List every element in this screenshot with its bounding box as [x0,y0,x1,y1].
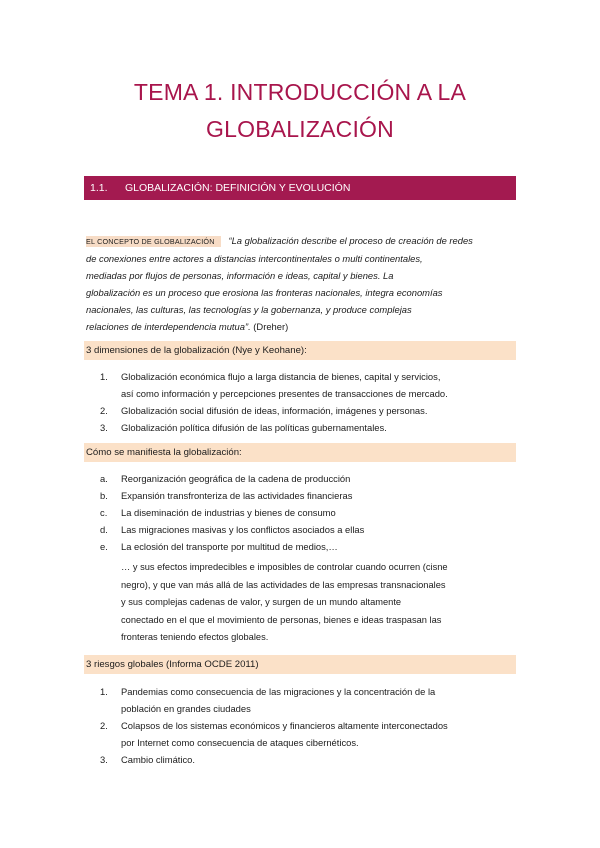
definition-line [86,232,516,250]
list-item-text: Pandemias como consecuencia de las migraciones y la concentración de la [121,686,436,697]
list-marker: 1. [100,371,108,382]
quote-line: … y sus efectos impredecibles e imposibles de controlar cuando ocurren (cisne [121,562,448,572]
page-title [60,74,540,148]
list-marker: b. [100,490,108,501]
list-item [100,717,516,751]
quote-author: (Dreher) [250,321,289,332]
risks-list [100,683,516,768]
list-item-text: Cambio climático. [121,754,195,765]
manifest-header: Cómo se manifiesta la globalización: [84,443,516,462]
risks-header: 3 riesgos globales (Informa OCDE 2011) [84,655,516,674]
list-item [100,470,516,487]
list-marker: 3. [100,754,108,765]
list-item-text: La diseminación de industrias y bienes de consumo [121,507,336,518]
list-marker: 2. [100,720,108,731]
list-marker: 1. [100,686,108,697]
list-item-text: Colapsos de los sistemas económicos y financieros altamente interconectados [121,720,448,731]
manifest-list [100,470,516,555]
list-item [100,504,516,521]
list-item [100,683,516,717]
quote-line: fronteras teniendo efectos globales. [121,632,269,642]
list-item-text: Globalización económica flujo a larga distancia de bienes, capital y servicios, [121,371,441,382]
dimensions-header: 3 dimensiones de la globalización (Nye y Keohane): [84,341,516,360]
definition-line: mediadas por flujos de personas, información e ideas, capital y bienes. La [86,270,394,281]
manifest-quote [121,559,516,647]
title-line-2: GLOBALIZACIÓN [206,116,394,142]
section-label: GLOBALIZACIÓN: DEFINICIÓN Y EVOLUCIÓN [125,182,351,194]
list-item-text: Globalización social difusión de ideas, información, imágenes y personas. [121,405,428,416]
list-marker: e. [100,541,108,552]
list-item-text: La eclosión del transporte por multitud de medios,… [121,541,338,552]
section-heading [84,176,516,200]
list-marker: a. [100,473,108,484]
list-item [100,419,516,436]
list-marker: c. [100,507,108,518]
dimensions-list [100,368,516,436]
list-marker: d. [100,524,108,535]
list-item-text: por Internet como consecuencia de ataques cibernéticos. [121,737,359,748]
quote-text: “La globalización describe el proceso de creación de redes [228,235,473,246]
definition-line: de conexiones entre actores a distancias intercontinentales o multi continentales, [86,253,423,264]
title-line-1: TEMA 1. INTRODUCCIÓN A LA [133,79,467,105]
section-number: 1.1. [90,182,108,194]
list-item-text: así como información y percepciones presentes de transacciones de mercado. [121,388,448,399]
list-item-text: Globalización política difusión de las políticas gubernamentales. [121,422,387,433]
definition-line: globalización es un proceso que erosiona las fronteras nacionales, integra economías [86,287,443,298]
quote-line: negro), y que van más allá de las actividades de las empresas transnacionales [121,579,446,590]
list-item-text: Las migraciones masivas y los conflictos asociados a ellas [121,524,365,535]
list-item-text: Reorganización geográfica de la cadena de producción [121,473,351,484]
list-item-text: población en grandes ciudades [121,703,251,714]
quote-line: conectado en el que el movimiento de personas, bienes e ideas traspasan las [121,614,442,625]
list-item [100,487,516,504]
concept-tag: EL CONCEPTO DE GLOBALIZACIÓN [86,236,221,247]
definition-line: nacionales, las culturas, las tecnologías y la gobernanza, y produce complejas [86,304,412,315]
quote-line: y sus complejas cadenas de valor, y surgen de un mundo altamente [121,597,402,607]
list-item [100,521,516,538]
definition-paragraph [86,232,516,335]
list-marker: 3. [100,422,108,433]
list-item-text: Expansión transfronteriza de las actividades financieras [121,490,353,501]
list-item [100,402,516,419]
list-item [100,751,516,768]
quote-end: relaciones de interdependencia mutua”. [86,321,251,332]
list-item [100,368,516,402]
list-item [100,538,516,555]
list-marker: 2. [100,405,108,416]
definition-line [86,318,516,335]
